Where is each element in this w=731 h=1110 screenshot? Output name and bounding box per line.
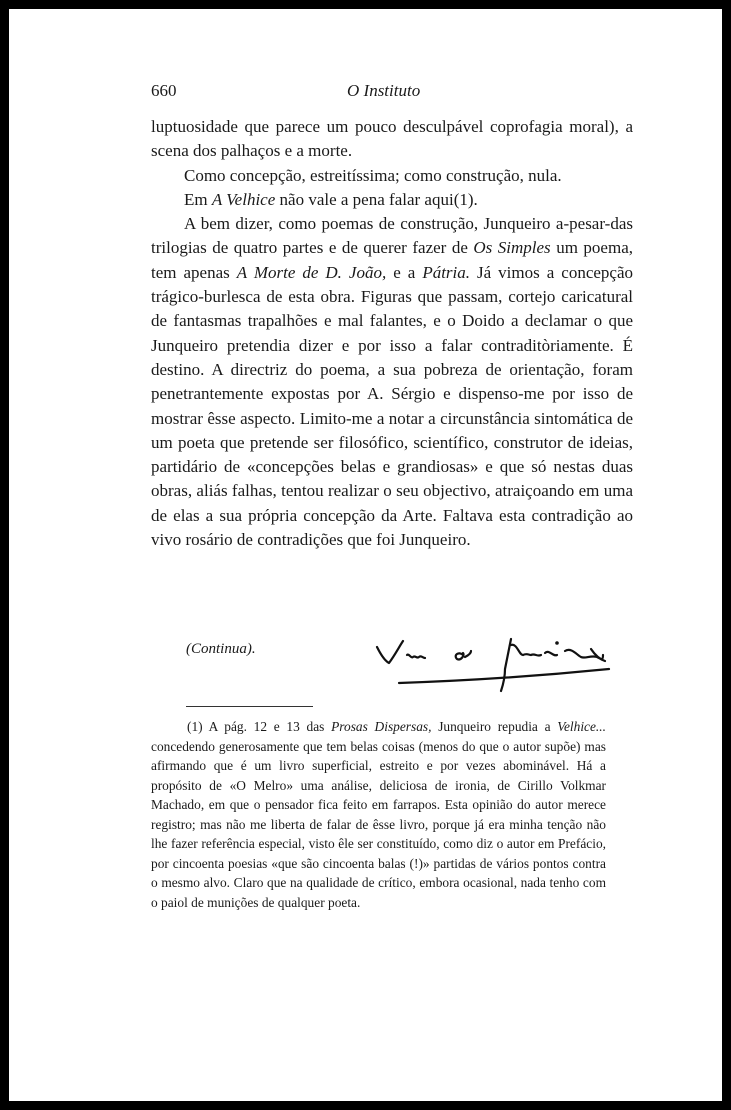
body-text <box>151 115 633 552</box>
work-title: Velhice... <box>557 719 606 734</box>
work-title: Os Simples <box>473 238 551 258</box>
work-title: A Morte de D. João, <box>236 262 387 282</box>
page <box>9 9 722 1101</box>
work-title: A Velhice <box>211 189 276 209</box>
continua-note: (Continua). <box>186 641 256 657</box>
paragraph: Em A Velhice não vale a pena falar aqui(1). <box>184 189 478 209</box>
paragraph: A bem dizer, como poemas de construção, Junqueiro a-pesar-das trilogias de quatro partes e de querer fazer de Os Simples um poema, tem apenas A Morte de D. João, e a Pátria. Já vimos a concepção trágico-burlesca de esta obra. Figuras que passam, cortejo caricatural de fantasmas trapalhões e mal falantes, e o Doido a declamar o que Junqueiro pretendia dizer e por isso a falar contraditòriamente. É destino. A directriz do poema, a sua pobreza de orientação, foram penetrantemente expostas por A. Sérgio e dispenso-me por isso de mostrar êsse aspecto. Limito-me a notar a circunstância sintomática de um poeta que pretende ser filosófico, scientífico, construtor de ideias, partidário de «concepções belas e grandiosas» e que só nestas duas obras, aliás falhas, tentou realizar o seu objectivo, atraiçoando em uma de elas a sua própria concepção da Arte. Faltava esta contradição ao vivo rosário de contradições que foi Junqueiro. <box>151 214 634 550</box>
running-title: O Instituto <box>347 81 421 100</box>
paragraph: Como concepção, estreitíssima; como construção, nula. <box>184 165 562 185</box>
footnote-text: (1) A pág. 12 e 13 das Prosas Dispersas, Junqueiro repudia a Velhice... concedendo generosamente que tem belas coisas (menos do que o autor supõe) mas afirmando que é um livro superficial, estreito e por vezes abominável. Há a propósito de «O Melro» uma análise, deliciosa de ironia, de Cirillo Volkmar Machado, em que o pensador fica feito em farrapos. Esta opinião do autor merece registro; mas não me liberta de falar de êsse livro, porque já era minha tenção não lhe fazer referência especial, visto êle ser constituído, como diz o autor em Prefácio, por cincoenta poesias «que são cincoenta balas (!)» partidas de vários pontos contra o mesmo alvo. Claro que na qualidade de crítico, embora ocasional, nada tenho com o paiol de munições de qualquer poeta. <box>151 719 606 910</box>
footnote <box>151 717 606 912</box>
work-title: Prosas Dispersas, <box>331 719 432 734</box>
paragraph: luptuosidade que parece um pouco desculpável coprofagia moral), a scena dos palhaços e a morte. <box>151 117 633 161</box>
page-number: 660 <box>151 81 177 100</box>
footnote-marker: (1) <box>187 719 203 734</box>
footnote-divider <box>186 706 313 707</box>
footnote-reference[interactable]: (1) <box>453 189 474 209</box>
signature <box>359 625 639 695</box>
work-title: Pátria. <box>422 262 471 282</box>
page-header <box>151 81 637 103</box>
